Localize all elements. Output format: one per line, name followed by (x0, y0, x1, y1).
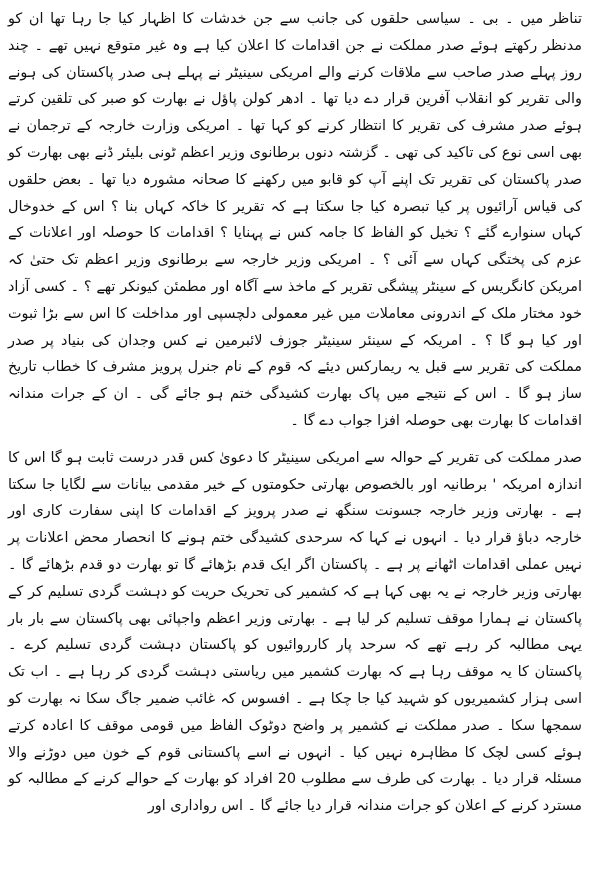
paragraph-1: تناظر میں ۔ بی ۔ سیاسی حلقوں کی جانب سے جن خدشات کا اظہار کیا جا رہا تھا ان کو مدنظر رکھتے ہوئے صدر مملکت نے جن اقدامات کا اعلان کیا ہے وہ غیر متوقع نہیں تھے ۔ چند روز پہلے صدر صاحب سے ملاقات کرنے والے امریکی سینیٹر نے پہلے ہی صدر پاکستان کی ہونے والی تقریر کو انقلاب آفرین قرار دے دیا تھا ۔ ادھر کولن پاؤل نے بھارت کو صبر کی تلقین کرتے ہوئے صدر مشرف کی تقریر کا انتظار کرنے کو کہا تھا ۔ امریکی وزارت خارجہ کے ترجمان نے بھی اسی نوع کی تاکید کی تھی ۔ گزشتہ دنوں برطانوی وزیر اعظم ٹونی بلیئر ڈنے بھی بھارت کو صدر پاکستان کی تقریر تک اپنے آپ کو قابو میں رکھنے کا صحانہ مشورہ دیا تھا ۔ بعض حلقوں کی قیاس آرائیوں پر کیا تبصرہ کیا جا سکتا ہے کہ تقریر کا خاکہ کہاں بنا ؟ اس کے خدوخال کہاں سنوارے گئے ؟ تخیل کو الفاظ کا جامہ کس نے پہنایا ؟ اقدامات کا حوصلہ اور اعلانات کے عزم کی پختگی کہاں سے آئی ؟ ۔ امریکی وزیر خارجہ سے برطانوی وزیر اعظم تک حتیٰ کہ امریکن کانگریس کے سینٹر پیشگی تقریر کے ماخذ سے آگاہ اور مطمئن کیونکر تھے ؟ ۔ کسی آزاد خود مختار ملک کے اندرونی معاملات میں غیر معمولی دلچسپی اور مداخلت کا اس سے بڑا ثبوت اور کیا ہو گا ؟ ۔ امریکہ کے سینئر سینیٹر جوزف لائبرمین نے کس وجدان کی بنیاد پر صدر مملکت کی تقریر سے قبل یہ ریمارکس دیئے کہ قوم کے نام جنرل پرویز مشرف کا خطاب تاریخ ساز ہو گا ۔ اس کے نتیجے میں پاک بھارت کشیدگی ختم ہو جائے گی ۔ ان کے جرات مندانہ اقدامات کا بھارت بھی حوصلہ افزا جواب دے گا ۔ (8, 11, 582, 429)
paragraph-2: صدر مملکت کی تقریر کے حوالہ سے امریکی سینیٹر کا دعویٰ کس قدر درست ثابت ہو گا اس کا اندازہ امریکہ ' برطانیہ اور بالخصوص بھارتی حکومتوں کے خیر مقدمی بیانات سے لگایا جا سکتا ہے ۔ بھارتی وزیر خارجہ جسونت سنگھ نے صدر پرویز کے اقدامات کا اپنی سفارت کاری اور خارجہ دباؤ قرار دیا ۔ انہوں نے کہا کہ سرحدی کشیدگی ختم ہونے کا انحصار محض اعلانات پر نہیں عملی اقدامات اٹھانے پر ہے ۔ پاکستان اگر ایک قدم بڑھائے گا تو بھارت دو قدم بڑھائے گا ۔ بھارتی وزیر خارجہ نے یہ بھی کہا ہے کہ کشمیر کی تحریک حریت کو دہشت گردی تسلیم کر کے پاکستان نے ہمارا موقف تسلیم کر لیا ہے ۔ بھارتی وزیر اعظم واجپائی بھی پاکستان سے بار بار یہی مطالبہ کر رہے تھے کہ سرحد پار کارروائیوں کو پاکستان دہشت گردی تسلیم کرے ۔ پاکستان کا یہ موقف رہا ہے کہ بھارت کشمیر میں ریاستی دہشت گردی کر رہا ہے ۔ اب تک اسی ہزار کشمیریوں کو شہید کیا جا چکا ہے ۔ افسوس کہ غائب ضمیر جاگ سکا نہ بھارت کو سمجھا سکا ۔ صدر مملکت نے کشمیر پر واضح دوٹوک الفاظ میں قومی موقف کا اعادہ کرتے ہوئے کسی لچک کا مظاہرہ نہیں کیا ۔ انہوں نے اسے پاکستانی قوم کے خون میں دوڑنے والا مسئلہ قرار دیا ۔ بھارت کی طرف سے مطلوب 20 افراد کو بھارت کے حوالے کرنے کے مطالبہ کو مسترد کرنے کے اعلان کو جرات مندانہ قرار دیا جائے گا ۔ اس رواداری اور (8, 449, 582, 815)
